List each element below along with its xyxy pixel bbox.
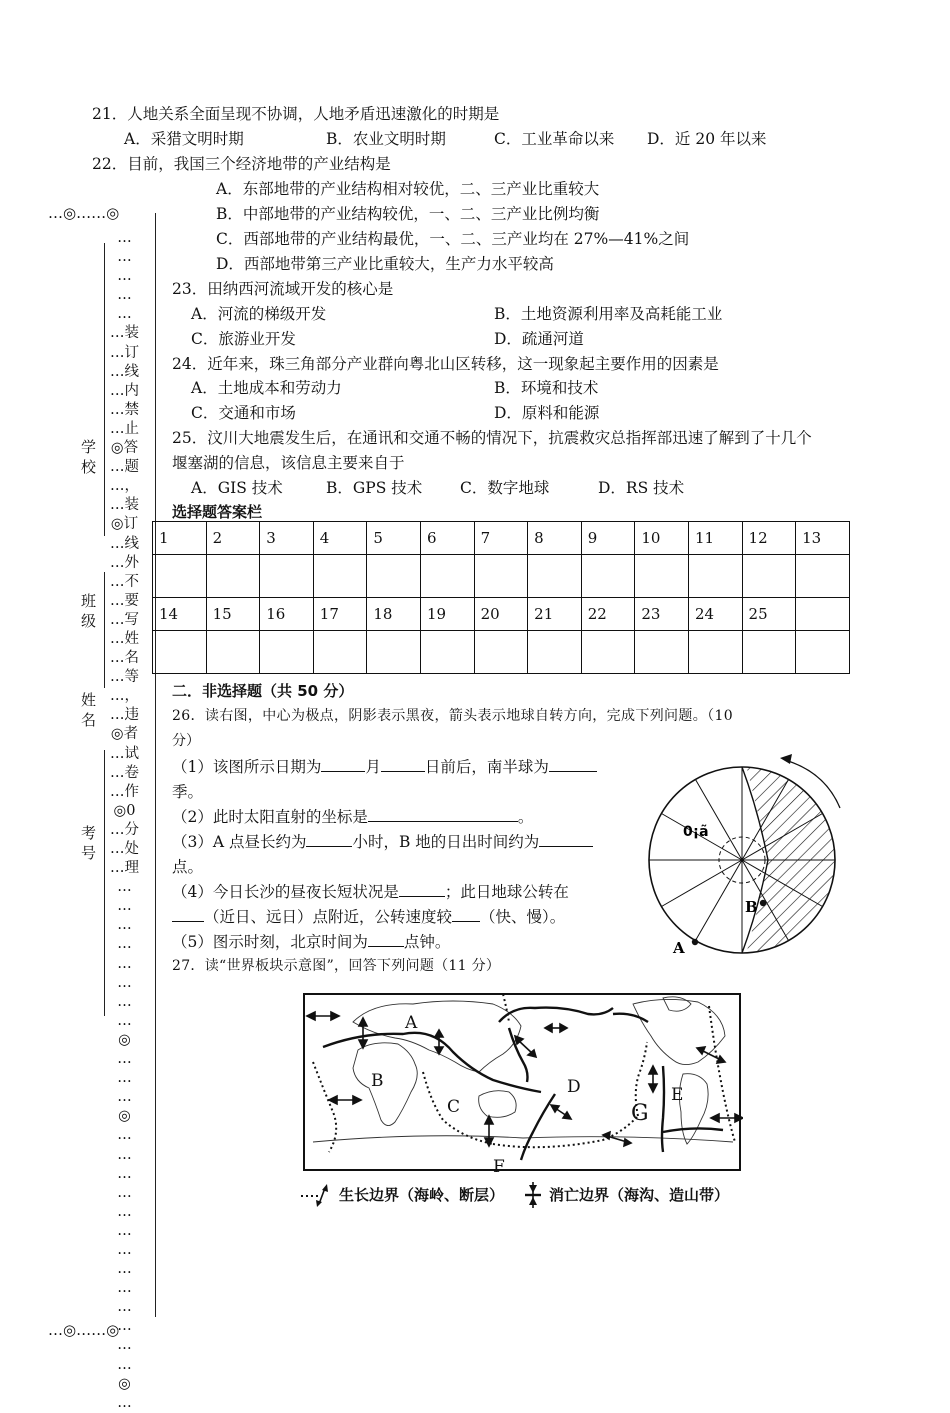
answer-cell[interactable]	[581, 555, 635, 598]
q24-option-d: D．原料和能源	[494, 404, 600, 422]
answer-cell[interactable]	[688, 631, 742, 674]
answer-number: 20	[474, 598, 528, 631]
binding-strip-char: …，	[110, 478, 139, 495]
binding-strip-char: …题	[110, 459, 139, 476]
binding-strip-char: …	[117, 287, 132, 304]
answer-number: 10	[635, 522, 689, 555]
answer-cell[interactable]	[153, 555, 207, 598]
answer-number: 12	[742, 522, 796, 555]
q22-option-b: B．中部地带的产业结构较优，一、二、三产业比例均衡	[216, 205, 600, 223]
binding-strip-char: …装	[110, 325, 139, 342]
answer-cell[interactable]	[528, 631, 582, 674]
binding-strip-char: …	[117, 974, 132, 991]
binding-strip-char: …卷	[110, 764, 139, 781]
blank[interactable]	[549, 756, 597, 773]
answer-cell[interactable]	[420, 631, 474, 674]
binding-strip-char: …内	[110, 382, 139, 399]
answer-number	[796, 598, 850, 631]
world-plate-map	[303, 992, 743, 1174]
q27-stem: 27．读“世界板块示意图”，回答下列问题（11 分）	[172, 958, 501, 974]
binding-strip-char: …	[117, 1241, 132, 1258]
blank[interactable]	[368, 806, 518, 823]
binding-top-marker: …◎……◎	[48, 204, 120, 222]
binding-strip-char: ◎0	[113, 802, 136, 819]
q21-option-c: C．工业革命以来	[494, 130, 615, 148]
q24-option-c: C．交通和市场	[191, 404, 296, 422]
answer-cell[interactable]	[206, 631, 260, 674]
binding-strip-char: …	[117, 955, 132, 972]
binding-strip-char: …	[117, 1222, 132, 1239]
binding-strip-char: …外	[110, 554, 139, 571]
growth-boundary-symbol	[299, 1182, 335, 1208]
q26-stem-line1: 26．读右图，中心为极点，阴影表示黑夜，箭头表示地球自转方向，完成下列问题。（10	[172, 708, 733, 724]
q23-option-a: A．河流的梯级开发	[191, 305, 327, 323]
answer-cell[interactable]	[367, 555, 421, 598]
answer-cell[interactable]	[474, 631, 528, 674]
answer-number: 16	[260, 598, 314, 631]
answer-cell[interactable]	[742, 555, 796, 598]
binding-strip-char: …	[117, 1070, 132, 1087]
binding-line-main	[155, 213, 156, 1317]
binding-strip-char: …	[117, 1337, 132, 1354]
answer-cell[interactable]	[313, 555, 367, 598]
q26-sub1: （1）该图所示日期为 月 日前后，南半球为	[172, 755, 597, 777]
binding-strip-char: …线	[110, 535, 139, 552]
binding-strip-char: ◎订	[110, 516, 139, 533]
binding-strip-char: …	[117, 898, 132, 915]
answer-table-blank-row-1	[153, 555, 850, 598]
answer-cell[interactable]	[796, 555, 850, 598]
label-name: 姓名	[81, 691, 97, 729]
binding-strip-char: …装	[110, 497, 139, 514]
answer-number: 17	[313, 598, 367, 631]
answer-table-title: 选择题答案栏	[172, 503, 263, 521]
binding-strip-char: …作	[110, 783, 139, 800]
q22-option-d: D．西部地带第三产业比重较大，生产力水平较高	[216, 255, 554, 273]
answer-cell[interactable]	[796, 631, 850, 674]
answer-number: 18	[367, 598, 421, 631]
binding-strip-char: …	[117, 306, 132, 323]
q24-option-a: A．土地成本和劳动力	[191, 379, 342, 397]
binding-strip-char: …	[117, 1394, 132, 1411]
answer-cell[interactable]	[528, 555, 582, 598]
answer-number: 21	[528, 598, 582, 631]
q26-sub4-line2: （近日、远日）点附近，公转速度较 （快、慢）。	[172, 905, 565, 927]
binding-strip-char: …止	[110, 420, 139, 437]
answer-cell[interactable]	[420, 555, 474, 598]
label-zero-degree: 0¡ã	[683, 824, 709, 840]
q23-stem: 23．田纳西河流域开发的核心是	[172, 280, 394, 298]
q21-option-b: B．农业文明时期	[326, 130, 446, 148]
answer-number: 14	[153, 598, 207, 631]
blank[interactable]	[539, 831, 593, 848]
binding-strip-char: …理	[110, 860, 139, 877]
binding-strip-char: …违	[110, 707, 139, 724]
q26-sub3-tail: 点。	[172, 858, 204, 876]
binding-strip-char: …	[117, 1089, 132, 1106]
binding-strip-char: …	[117, 993, 132, 1010]
binding-strip-char: …	[117, 268, 132, 285]
q26-sub5: （5）图示时刻，北京时间为 点钟。	[172, 930, 450, 952]
answer-cell[interactable]	[635, 555, 689, 598]
label-b: B	[745, 898, 758, 916]
polar-day-night-figure	[640, 750, 850, 965]
q23-option-b: B．土地资源利用率及高耗能工业	[494, 305, 723, 323]
answer-table	[152, 521, 850, 674]
map-frame	[304, 994, 740, 1170]
answer-number: 4	[313, 522, 367, 555]
q21-stem: 21．人地关系全面呈现不协调，人地矛盾迅速激化的时期是	[92, 105, 500, 123]
answer-cell[interactable]	[206, 555, 260, 598]
map-legend	[299, 1180, 759, 1210]
rotation-arrowhead	[780, 754, 792, 764]
label-class: 班级	[81, 592, 97, 630]
plate-label-a: A	[405, 1013, 418, 1033]
binding-strip-char: …	[117, 1280, 132, 1297]
binding-strip-char: …不	[110, 573, 139, 590]
q22-option-c: C．西部地带的产业结构最优，一、二、三产业均在 27%—41%之间	[216, 230, 690, 248]
answer-number: 3	[260, 522, 314, 555]
binding-strip-char: …姓	[110, 630, 139, 647]
binding-line-2	[104, 572, 105, 688]
binding-strip-char: …	[117, 1356, 132, 1373]
answer-cell[interactable]	[742, 631, 796, 674]
binding-strip-char: …，	[110, 688, 139, 705]
binding-strip-char: ◎	[118, 1375, 131, 1392]
answer-cell[interactable]	[474, 555, 528, 598]
answer-cell[interactable]	[153, 631, 207, 674]
q22-stem: 22．目前，我国三个经济地带的产业结构是	[92, 155, 391, 173]
answer-number: 7	[474, 522, 528, 555]
answer-number: 22	[581, 598, 635, 631]
binding-strip-char: …处	[110, 841, 139, 857]
subduction-boundary-symbol	[523, 1180, 543, 1210]
binding-strip-char: …	[117, 1051, 132, 1068]
legend-subduction-label: 消亡边界（海沟、造山带）	[549, 1186, 730, 1204]
plate-label-g: G	[631, 1101, 649, 1126]
q26-sub3: （3）A 点昼长约为 小时，B 地的日出时间约为	[172, 830, 593, 852]
answer-number: 1	[153, 522, 207, 555]
q24-option-b: B．环境和技术	[494, 379, 599, 397]
label-school: 学校	[81, 438, 97, 476]
q26-stem-line2: 分）	[172, 733, 200, 749]
binding-strip-char: …	[117, 1261, 132, 1278]
answer-number: 8	[528, 522, 582, 555]
binding-strip-char: …	[117, 1012, 132, 1029]
binding-strip-char: …	[117, 1165, 132, 1182]
answer-cell[interactable]	[260, 555, 314, 598]
q26-sub1-tail: 季。	[172, 783, 204, 801]
binding-strip-char: …要	[110, 592, 139, 609]
plate-label-f: F	[493, 1157, 505, 1174]
answer-table-blank-row-2	[153, 631, 850, 674]
binding-strip-char: …	[117, 879, 132, 896]
blank[interactable]	[172, 906, 204, 923]
binding-strip-char: …	[117, 1127, 132, 1144]
plate-label-d: D	[567, 1077, 581, 1097]
answer-number: 11	[688, 522, 742, 555]
binding-strip-char: …	[117, 1203, 132, 1220]
answer-cell[interactable]	[260, 631, 314, 674]
answer-cell[interactable]	[581, 631, 635, 674]
q25-stem-line2: 堰塞湖的信息，该信息主要来自于	[172, 454, 405, 472]
answer-number: 6	[420, 522, 474, 555]
blank[interactable]	[306, 831, 352, 848]
blank[interactable]	[452, 906, 480, 923]
q25-option-a: A．GIS 技术	[191, 479, 283, 497]
answer-table-number-row-2	[153, 598, 850, 631]
binding-strip-char: …	[117, 917, 132, 934]
binding-strip-char: …	[117, 1318, 132, 1335]
binding-line-1	[104, 243, 105, 536]
label-exam-number: 考号	[81, 824, 97, 862]
q23-option-c: C．旅游业开发	[191, 330, 296, 348]
answer-number: 24	[688, 598, 742, 631]
answer-table-number-row-1	[153, 522, 850, 555]
binding-strip-char: …	[117, 1146, 132, 1163]
answer-cell[interactable]	[688, 555, 742, 598]
answer-number: 13	[796, 522, 850, 555]
answer-number: 19	[420, 598, 474, 631]
blank[interactable]	[368, 931, 404, 948]
binding-strip-char: ◎	[118, 1108, 131, 1125]
q25-option-c: C．数字地球	[460, 479, 550, 497]
binding-strip-char: …名	[110, 650, 139, 667]
binding-strip-char: …	[117, 1299, 132, 1316]
q21-option-a: A．采猎文明时期	[124, 130, 244, 148]
plate-label-c: C	[447, 1097, 461, 1117]
binding-strip-char: ◎者	[110, 726, 139, 743]
binding-strip-char: …	[117, 1184, 132, 1201]
answer-number: 15	[206, 598, 260, 631]
binding-bottom-marker: …◎……◎	[48, 1321, 120, 1339]
q25-option-d: D．RS 技术	[598, 479, 685, 497]
binding-line-3	[104, 750, 105, 1016]
binding-strip-char: ◎	[118, 1031, 131, 1048]
blank[interactable]	[321, 756, 365, 773]
plate-label-e: E	[671, 1085, 684, 1105]
label-a: A	[673, 939, 685, 957]
q25-option-b: B．GPS 技术	[326, 479, 423, 497]
binding-strip-char: …分	[110, 821, 139, 838]
binding-strip-char: …写	[110, 611, 139, 628]
answer-number: 9	[581, 522, 635, 555]
binding-strip-char: …线	[110, 363, 139, 380]
q23-option-d: D．疏通河道	[494, 330, 584, 348]
binding-strip-char: …禁	[110, 401, 139, 418]
blank[interactable]	[381, 756, 425, 773]
plate-label-b: B	[371, 1071, 384, 1091]
answer-cell[interactable]	[635, 631, 689, 674]
answer-number: 25	[742, 598, 796, 631]
q26-sub4: （4）今日长沙的昼夜长短状况是 ；此日地球公转在	[172, 880, 569, 902]
blank[interactable]	[399, 881, 445, 898]
answer-number: 23	[635, 598, 689, 631]
night-shaded-area	[742, 750, 850, 965]
answer-number: 2	[206, 522, 260, 555]
q21-option-d: D．近 20 年以来	[647, 130, 767, 148]
point-b	[760, 900, 766, 906]
answer-cell[interactable]	[367, 631, 421, 674]
answer-number: 5	[367, 522, 421, 555]
binding-strip-char: …	[117, 249, 132, 266]
binding-strip-char: …订	[110, 344, 139, 361]
binding-strip-char: …等	[110, 669, 139, 686]
binding-strip-char: …	[117, 936, 132, 953]
q26-sub2: （2）此时太阳直射的坐标是 。	[172, 805, 533, 827]
binding-strip-char: ◎答	[110, 440, 139, 457]
binding-strip-char: …	[117, 230, 132, 246]
q25-stem-line1: 25．汶川大地震发生后，在通讯和交通不畅的情况下，抗震救灾总指挥部迅速了解到了十几个	[172, 429, 812, 447]
binding-strip-text	[110, 229, 139, 1413]
binding-strip-char: …试	[110, 745, 139, 762]
point-a	[692, 939, 698, 945]
legend-growth-label: 生长边界（海岭、断层）	[339, 1186, 505, 1204]
q22-option-a: A．东部地带的产业结构相对较优，二、三产业比重较大	[216, 180, 600, 198]
q24-stem: 24．近年来，珠三角部分产业群向粤北山区转移，这一现象起主要作用的因素是	[172, 355, 719, 373]
part2-heading: 二．非选择题（共 50 分）	[172, 682, 354, 700]
answer-cell[interactable]	[313, 631, 367, 674]
